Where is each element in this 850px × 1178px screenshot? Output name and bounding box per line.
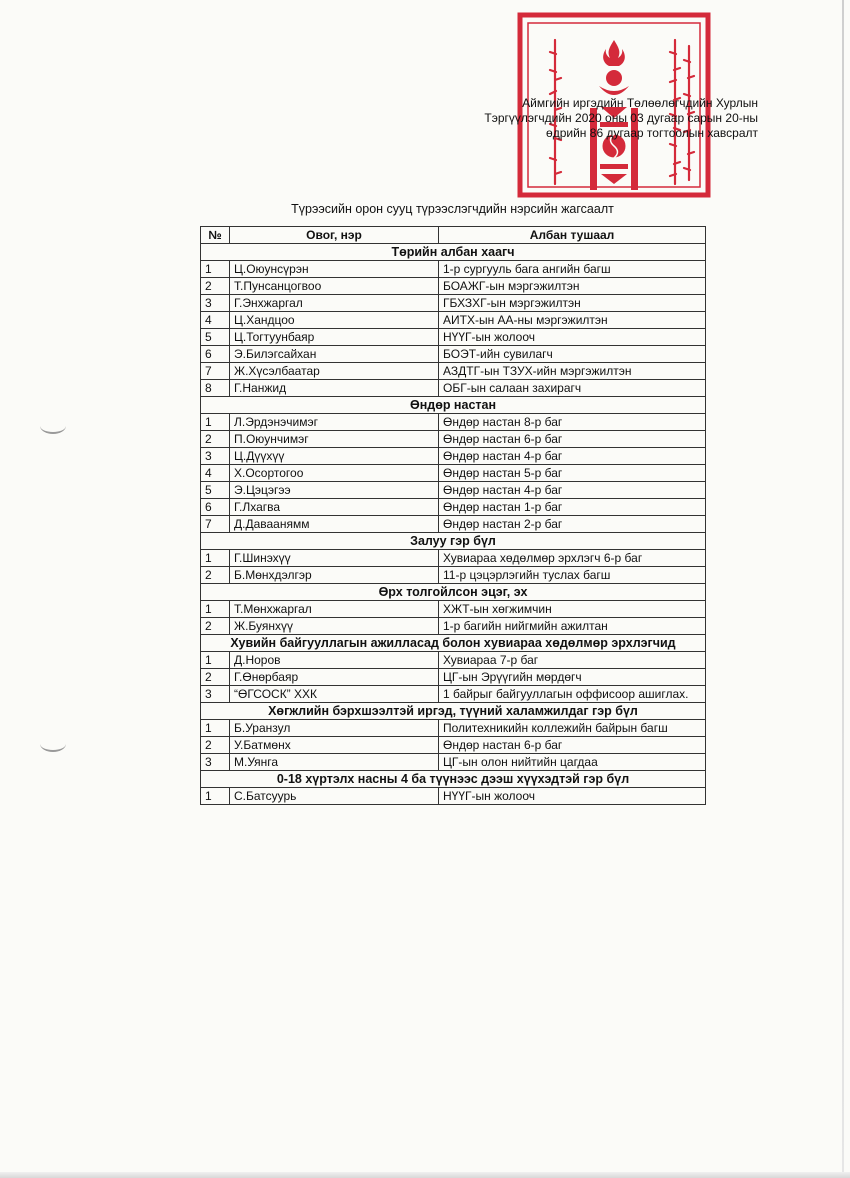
job-position: Өндөр настан 1-р баг bbox=[439, 499, 706, 516]
person-name: Э.Билэгсайхан bbox=[230, 346, 439, 363]
row-number: 8 bbox=[201, 380, 230, 397]
person-name: Ц.Оюунсүрэн bbox=[230, 261, 439, 278]
table-row bbox=[201, 652, 706, 669]
job-position: Өндөр настан 6-р баг bbox=[439, 737, 706, 754]
section-header-row bbox=[201, 703, 706, 720]
person-name: Д.Даваанямм bbox=[230, 516, 439, 533]
table-row bbox=[201, 312, 706, 329]
job-position: ОБГ-ын салаан захирагч bbox=[439, 380, 706, 397]
row-number: 5 bbox=[201, 482, 230, 499]
header-line-1: Аймгийн иргэдийн Төлөөлөгчдийн Хурлын bbox=[522, 96, 758, 110]
section-header-row bbox=[201, 771, 706, 788]
table-row bbox=[201, 618, 706, 635]
row-number: 3 bbox=[201, 754, 230, 771]
person-name: Т.Мөнхжаргал bbox=[230, 601, 439, 618]
page-edge-bottom bbox=[0, 1172, 850, 1178]
row-number: 1 bbox=[201, 550, 230, 567]
job-position: АЗДТГ-ын ТЗУХ-ийн мэргэжилтэн bbox=[439, 363, 706, 380]
job-position: 1 байрыг байгууллагын оффисоор ашиглах. bbox=[439, 686, 706, 703]
row-number: 3 bbox=[201, 448, 230, 465]
tenant-list-table bbox=[200, 226, 706, 805]
person-name: Б.Мөнхдэлгэр bbox=[230, 567, 439, 584]
job-position: Өндөр настан 2-р баг bbox=[439, 516, 706, 533]
table-row bbox=[201, 329, 706, 346]
page-edge bbox=[842, 0, 844, 1178]
table-row bbox=[201, 363, 706, 380]
row-number: 2 bbox=[201, 669, 230, 686]
table-row bbox=[201, 414, 706, 431]
person-name: М.Уянга bbox=[230, 754, 439, 771]
person-name: Ж.Хүсэлбаатар bbox=[230, 363, 439, 380]
header-position: Албан тушаал bbox=[439, 227, 706, 244]
job-position: ГБХЗХГ-ын мэргэжилтэн bbox=[439, 295, 706, 312]
person-name: Г.Лхагва bbox=[230, 499, 439, 516]
resolution-annex-header bbox=[484, 96, 758, 141]
table-row bbox=[201, 754, 706, 771]
job-position: ЦГ-ын Эрүүгийн мөрдөгч bbox=[439, 669, 706, 686]
person-name: Г.Өнөрбаяр bbox=[230, 669, 439, 686]
row-number: 6 bbox=[201, 346, 230, 363]
section-title: Өрх толгойлсон эцэг, эх bbox=[201, 584, 706, 601]
table-header-row bbox=[201, 227, 706, 244]
person-name: Ж.Буянхүү bbox=[230, 618, 439, 635]
table-row bbox=[201, 567, 706, 584]
row-number: 2 bbox=[201, 567, 230, 584]
job-position: Хувиараа 7-р баг bbox=[439, 652, 706, 669]
job-position: НҮҮГ-ын жолооч bbox=[439, 788, 706, 805]
row-number: 3 bbox=[201, 686, 230, 703]
person-name: Г.Шинэхүү bbox=[230, 550, 439, 567]
table-row bbox=[201, 465, 706, 482]
table-row bbox=[201, 499, 706, 516]
job-position: Хувиараа хөдөлмөр эрхлэгч 6-р баг bbox=[439, 550, 706, 567]
table-row bbox=[201, 601, 706, 618]
job-position: 11-р цэцэрлэгийн туслах багш bbox=[439, 567, 706, 584]
job-position: Политехникийн коллежийн байрын багш bbox=[439, 720, 706, 737]
job-position: Өндөр настан 4-р баг bbox=[439, 448, 706, 465]
header-line-2: Тэргүүлэгчдийн 2020 оны 03 дугаар сарын 20-ны bbox=[484, 111, 758, 125]
row-number: 1 bbox=[201, 414, 230, 431]
row-number: 2 bbox=[201, 618, 230, 635]
section-header-row bbox=[201, 635, 706, 652]
row-number: 4 bbox=[201, 312, 230, 329]
person-name: У.Батмөнх bbox=[230, 737, 439, 754]
section-title: Өндөр настан bbox=[201, 397, 706, 414]
person-name: Х.Осортогоо bbox=[230, 465, 439, 482]
person-name: П.Оюунчимэг bbox=[230, 431, 439, 448]
person-name: С.Батсуурь bbox=[230, 788, 439, 805]
row-number: 7 bbox=[201, 516, 230, 533]
section-header-row bbox=[201, 533, 706, 550]
punch-hole-mark bbox=[40, 418, 66, 434]
table-row bbox=[201, 686, 706, 703]
section-title: Хувийн байгууллагын ажилласад болон хувиараа хөдөлмөр эрхлэгчид bbox=[201, 635, 706, 652]
header-line-3: өдрийн 86 дугаар тогтоолын хавсралт bbox=[546, 126, 758, 140]
job-position: Өндөр настан 4-р баг bbox=[439, 482, 706, 499]
section-header-row bbox=[201, 584, 706, 601]
job-position: ЦГ-ын олон нийтийн цагдаа bbox=[439, 754, 706, 771]
job-position: ХЖТ-ын хөгжимчин bbox=[439, 601, 706, 618]
job-position: 1-р сургууль бага ангийн багш bbox=[439, 261, 706, 278]
person-name: Ц.Хандцоо bbox=[230, 312, 439, 329]
job-position: 1-р багийн нийгмийн ажилтан bbox=[439, 618, 706, 635]
person-name: Ц.Тогтуунбаяр bbox=[230, 329, 439, 346]
job-position: Өндөр настан 5-р баг bbox=[439, 465, 706, 482]
person-name: Б.Уранзул bbox=[230, 720, 439, 737]
table-row bbox=[201, 346, 706, 363]
row-number: 3 bbox=[201, 295, 230, 312]
job-position: БОАЖГ-ын мэргэжилтэн bbox=[439, 278, 706, 295]
row-number: 1 bbox=[201, 720, 230, 737]
section-title: 0-18 хүртэлх насны 4 ба түүнээс дээш хүүхэдтэй гэр бүл bbox=[201, 771, 706, 788]
row-number: 4 bbox=[201, 465, 230, 482]
row-number: 6 bbox=[201, 499, 230, 516]
row-number: 2 bbox=[201, 278, 230, 295]
table-row bbox=[201, 788, 706, 805]
job-position: Өндөр настан 8-р баг bbox=[439, 414, 706, 431]
punch-hole-mark bbox=[40, 736, 66, 752]
table-row bbox=[201, 669, 706, 686]
table-body bbox=[201, 244, 706, 805]
table-row bbox=[201, 278, 706, 295]
table-row bbox=[201, 448, 706, 465]
row-number: 5 bbox=[201, 329, 230, 346]
section-title: Хөгжлийн бэрхшээлтэй иргэд, түүний халамжилдаг гэр бүл bbox=[201, 703, 706, 720]
person-name: Э.Цэцэгээ bbox=[230, 482, 439, 499]
table-row bbox=[201, 516, 706, 533]
table-row bbox=[201, 261, 706, 278]
person-name: Д.Норов bbox=[230, 652, 439, 669]
person-name: “ӨГСОСК” ХХК bbox=[230, 686, 439, 703]
header-name: Овог, нэр bbox=[230, 227, 439, 244]
section-title: Залуу гэр бүл bbox=[201, 533, 706, 550]
section-header-row bbox=[201, 397, 706, 414]
section-header-row bbox=[201, 244, 706, 261]
row-number: 2 bbox=[201, 431, 230, 448]
row-number: 1 bbox=[201, 261, 230, 278]
table-row bbox=[201, 550, 706, 567]
job-position: НҮҮГ-ын жолооч bbox=[439, 329, 706, 346]
table-row bbox=[201, 720, 706, 737]
table-row bbox=[201, 295, 706, 312]
header-number: № bbox=[201, 227, 230, 244]
table-row bbox=[201, 431, 706, 448]
row-number: 1 bbox=[201, 601, 230, 618]
table-row bbox=[201, 482, 706, 499]
section-title: Төрийн албан хаагч bbox=[201, 244, 706, 261]
table-row bbox=[201, 380, 706, 397]
person-name: Л.Эрдэнэчимэг bbox=[230, 414, 439, 431]
row-number: 1 bbox=[201, 652, 230, 669]
person-name: Г.Нанжид bbox=[230, 380, 439, 397]
job-position: АИТХ-ын АА-ны мэргэжилтэн bbox=[439, 312, 706, 329]
person-name: Ц.Дүүхүү bbox=[230, 448, 439, 465]
row-number: 7 bbox=[201, 363, 230, 380]
person-name: Г.Энхжаргал bbox=[230, 295, 439, 312]
table-row bbox=[201, 737, 706, 754]
list-title: Түрээсийн орон сууц түрээслэгчдийн нэрсийн жагсаалт bbox=[291, 202, 614, 216]
row-number: 2 bbox=[201, 737, 230, 754]
job-position: Өндөр настан 6-р баг bbox=[439, 431, 706, 448]
row-number: 1 bbox=[201, 788, 230, 805]
person-name: Т.Пунсанцогвоо bbox=[230, 278, 439, 295]
job-position: БОЭТ-ийн сувилагч bbox=[439, 346, 706, 363]
